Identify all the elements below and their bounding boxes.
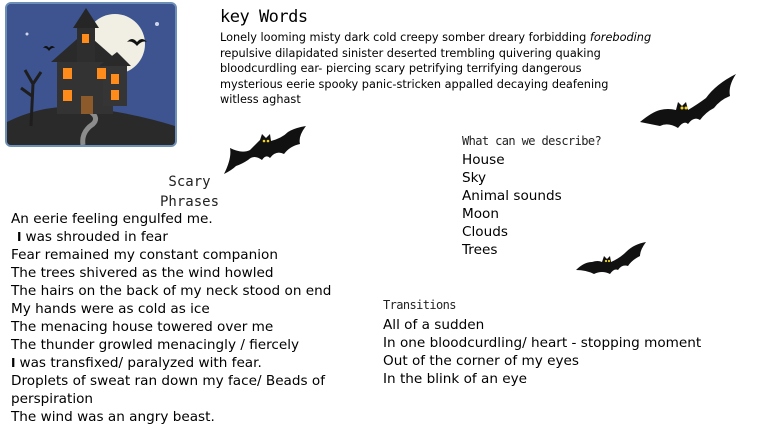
phrase-text: was shrouded in fear	[25, 229, 168, 245]
key-words-line-5: witless aghast	[220, 93, 301, 107]
describe-item: Animal sounds	[462, 188, 562, 204]
transition-item: In the blink of an eye	[383, 371, 528, 387]
phrase-item	[11, 354, 371, 372]
phrase-item	[11, 408, 371, 426]
phrase-cap: I	[17, 230, 22, 244]
phrase-text: was transfixed/ paralyzed with fear.	[19, 355, 262, 371]
key-words-line-2: repulsive dilapidated sinister deserted trembling quivering quaking	[220, 46, 601, 60]
phrase-text: My hands were as cold as ice	[11, 301, 210, 317]
scary-title-line-2: Phrases	[160, 194, 220, 210]
key-words-line-4: mysterious eerie spooky panic-stricken appalled decaying deafening	[220, 77, 609, 91]
haunted-house-image	[5, 2, 177, 147]
scary-title-line-1: Scary	[168, 174, 211, 190]
describe-item: Moon	[462, 206, 499, 222]
transition-item: In one bloodcurdling/ heart - stopping moment	[383, 335, 702, 351]
phrase-text: The hairs on the back of my neck stood on end	[11, 283, 332, 299]
phrase-item	[11, 300, 371, 318]
phrase-text: Droplets of sweat ran down my face/ Beads of perspiration	[11, 373, 326, 407]
key-words-title: key Words	[220, 7, 308, 27]
key-words-line-1	[220, 30, 660, 46]
phrase-item	[11, 210, 371, 228]
phrase-text: The thunder growled menacingly / fiercely	[11, 337, 300, 353]
phrase-item	[11, 336, 371, 354]
phrase-text: The wind was an angry beast.	[11, 409, 215, 425]
key-words-list	[220, 30, 660, 108]
transitions-list	[383, 316, 701, 388]
phrase-text: The trees shivered as the wind howled	[11, 265, 274, 281]
phrase-item	[11, 228, 371, 246]
bat-icon	[222, 124, 308, 176]
phrase-item	[11, 372, 371, 408]
phrase-text: The menacing house towered over me	[11, 319, 274, 335]
key-words-line-3: bloodcurdling ear- piercing scary petrifying terrifying dangerous	[220, 62, 582, 76]
scary-phrases-list	[11, 210, 371, 426]
bat-icon	[638, 72, 738, 134]
haunted-house-illustration-icon	[7, 4, 175, 145]
describe-item: Clouds	[462, 224, 508, 240]
phrase-item	[11, 318, 371, 336]
describe-item: Sky	[462, 170, 487, 186]
phrase-item	[11, 282, 371, 300]
describe-item: Trees	[462, 242, 498, 258]
transitions-title: Transitions	[383, 298, 456, 312]
describe-list	[462, 151, 562, 259]
phrase-item	[11, 264, 371, 282]
phrase-text: An eerie feeling engulfed me.	[11, 211, 213, 227]
key-words-line-1-italic: foreboding	[589, 31, 652, 44]
phrase-item	[11, 246, 371, 264]
phrase-cap: I	[11, 356, 16, 370]
describe-item: House	[462, 152, 505, 168]
phrase-text: Fear remained my constant companion	[11, 247, 278, 263]
describe-title: What can we describe?	[462, 134, 602, 148]
key-words-line-1-plain: Lonely looming misty dark cold creepy somber dreary forbidding	[220, 31, 590, 44]
scary-phrases-title	[160, 172, 219, 212]
transition-item: Out of the corner of my eyes	[383, 353, 579, 369]
bat-icon	[574, 240, 648, 278]
transition-item: All of a sudden	[383, 317, 485, 333]
